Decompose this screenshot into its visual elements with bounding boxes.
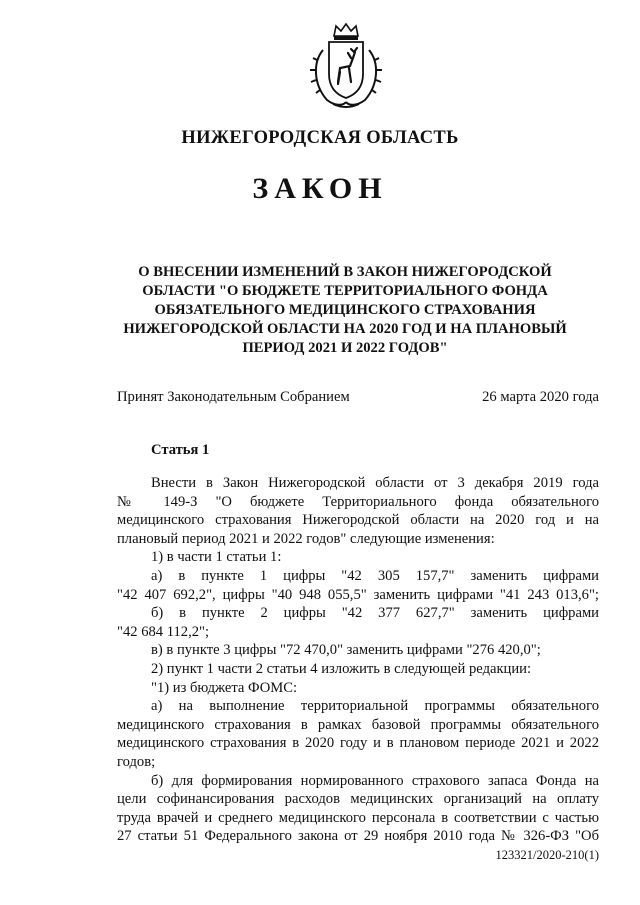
body-line: 1) в части 1 статьи 1: [151, 549, 282, 566]
body-line: цели софинансирования расходов медицинских организаций на оплату [117, 791, 599, 808]
adoption-date: 26 марта 2020 года [482, 389, 599, 405]
article-body [117, 474, 599, 846]
adopted-by: Принят Законодательным Собранием [117, 389, 350, 405]
body-line: 27 статьи 51 Федерального закона от 29 ноября 2010 года № 326-ФЗ "Об [117, 828, 599, 845]
article-heading: Статья 1 [151, 442, 210, 458]
body-line: 2) пункт 1 части 2 статьи 4 изложить в следующей редакции: [151, 660, 532, 677]
body-line: "42 407 692,2", цифры "40 948 055,5" заменить цифрами "41 243 013,6"; [117, 586, 599, 603]
body-line: годов; [117, 753, 156, 770]
body-line: "42 684 112,2"; [117, 623, 210, 640]
subject-line: О ВНЕСЕНИИ ИЗМЕНЕНИЙ В ЗАКОН НИЖЕГОРОДСКОЙ [138, 264, 552, 280]
document-code: 123321/2020-210(1) [495, 848, 599, 862]
document-type-title: ЗАКОН [252, 172, 388, 205]
body-line: медицинского страхования в рамках базовой программы обязательного [117, 716, 599, 733]
body-line: "1) из бюджета ФОМС: [151, 679, 298, 696]
body-line: плановый период 2021 и 2022 годов" следующие изменения: [117, 530, 495, 547]
body-line: б) в пункте 2 цифры "42 377 627,7" заменить цифрами [151, 605, 599, 622]
body-line: в) в пункте 3 цифры "72 470,0" заменить цифрами "276 420,0"; [151, 642, 541, 659]
subject-line: ОБЯЗАТЕЛЬНОГО МЕДИЦИНСКОГО СТРАХОВАНИЯ [154, 302, 536, 318]
subject-line: НИЖЕГОРОДСКОЙ ОБЛАСТИ НА 2020 ГОД И НА ПЛАНОВЫЙ [123, 321, 567, 337]
coat-of-arms-icon [305, 22, 387, 110]
body-line: б) для формирования нормированного страхового запаса Фонда на [151, 772, 599, 789]
body-line: № 149-З "О бюджете Территориального фонда обязательного [117, 493, 599, 510]
body-line: а) на выполнение территориальной программы обязательного [151, 698, 599, 715]
body-line: медицинского страхования Нижегородской области на 2020 год и на [117, 512, 599, 529]
law-subject-title [110, 263, 580, 358]
body-line: Внести в Закон Нижегородской области от 3 декабря 2019 года [151, 475, 599, 491]
subject-line: ОБЛАСТИ "О БЮДЖЕТЕ ТЕРРИТОРИАЛЬНОГО ФОНДА [142, 283, 548, 299]
subject-line: ПЕРИОД 2021 И 2022 ГОДОВ" [242, 340, 448, 356]
region-title: НИЖЕГОРОДСКАЯ ОБЛАСТЬ [181, 128, 459, 148]
body-line: труда врачей и среднего медицинского персонала в соответствии с частью [117, 809, 599, 826]
body-line: а) в пункте 1 цифры "42 305 157,7" заменить цифрами [151, 567, 599, 584]
body-line: медицинского страхования в 2020 году и в плановом периоде 2021 и 2022 [117, 735, 599, 752]
